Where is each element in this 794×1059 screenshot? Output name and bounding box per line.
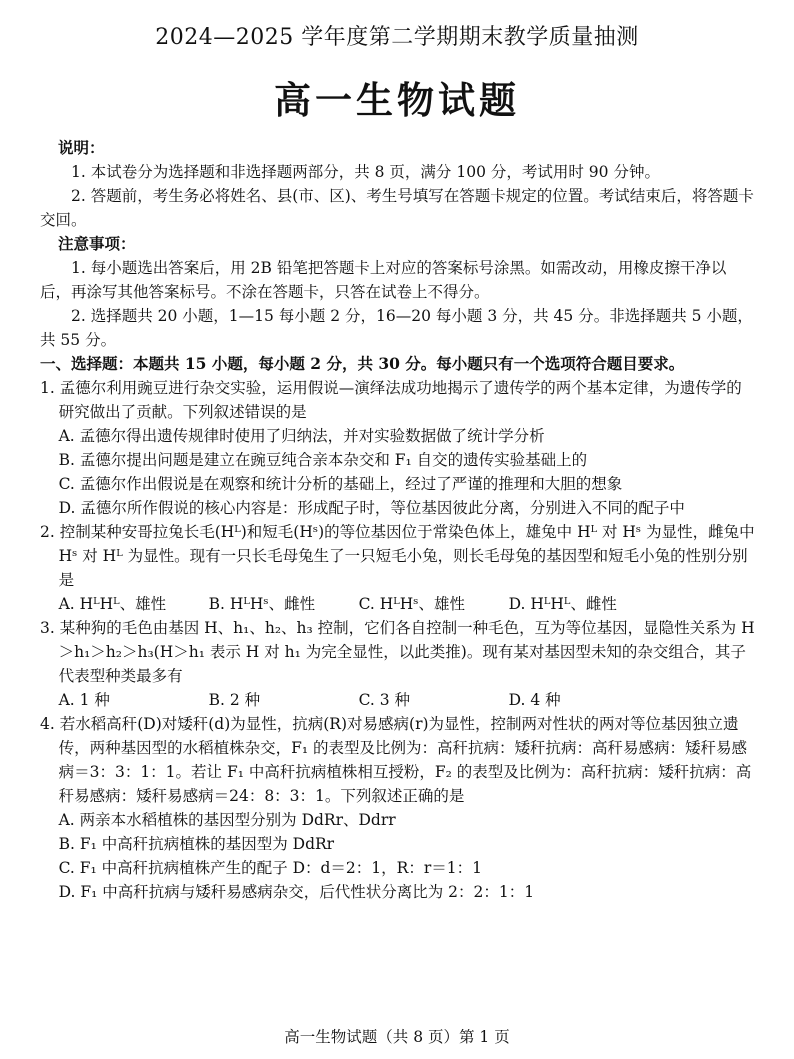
question-2 — [40, 520, 756, 616]
options-row — [40, 688, 756, 712]
question-1 — [40, 376, 756, 520]
option-d: D. 4 种 — [508, 691, 561, 709]
option-a: A. HᴸHᴸ、雄性 — [58, 595, 167, 613]
option-c: C. 3 种 — [358, 691, 411, 709]
instruction-item: 2. 答题前，考生务必将姓名、县(市、区)、考生号填写在答题卡规定的位置。考试结束后，将答题卡交回。 — [40, 187, 754, 229]
option-a: A. 孟德尔得出遗传规律时使用了归纳法，并对实验数据做了统计学分析 — [58, 427, 545, 445]
option-d: D. HᴸHᴸ、雌性 — [508, 595, 617, 613]
instruction-item: 1. 本试卷分为选择题和非选择题两部分，共 8 页，满分 100 分，考试用时 90 分钟。 — [71, 163, 660, 181]
option-d: D. F₁ 中高秆抗病与矮秆易感病杂交，后代性状分离比为 2：2：1：1 — [58, 883, 535, 901]
option-d: D. 孟德尔所作假说的核心内容是：形成配子时，等位基因彼此分离，分别进入不同的配子中 — [58, 499, 685, 517]
question-3 — [40, 616, 756, 712]
question-stem: 3. 某种狗的毛色由基因 H、h₁、h₂、h₃ 控制，它们各自控制一种毛色，互为等位基因，显隐性关系为 H＞h₁＞h₂＞h₃(H＞h₁ 表示 H 对 h₁ 为完全显性，以此类推)。现有某对基因型未知的杂交组合，其子代表型种类最多有 — [40, 619, 755, 685]
question-stem: 1. 孟德尔利用豌豆进行杂交实验，运用假说—演绎法成功地揭示了遗传学的两个基本定律，为遗传学的研究做出了贡献。下列叙述错误的是 — [40, 379, 742, 421]
note-item: 1. 每小题选出答案后，用 2B 铅笔把答题卡上对应的答案标号涂黑。如需改动，用橡皮擦干净以后，再涂写其他答案标号。不涂在答题卡，只答在试卷上不得分。 — [40, 259, 727, 301]
exam-name: 2024—2025 学年度第二学期期末教学质量抽测 — [155, 25, 639, 50]
option-b: B. F₁ 中高秆抗病植株的基因型为 DdRr — [58, 835, 335, 853]
option-c: C. F₁ 中高秆抗病植株产生的配子 D：d＝2：1，R：r＝1：1 — [58, 859, 482, 877]
question-4 — [40, 712, 756, 904]
instructions-label: 说明： — [58, 138, 105, 157]
options-row — [40, 592, 756, 616]
page-title: 高一生物试题 — [274, 78, 520, 122]
option-c: C. HᴸHˢ、雄性 — [358, 595, 465, 613]
option-a: A. 1 种 — [58, 691, 110, 709]
page-footer: 高一生物试题（共 8 页）第 1 页 — [284, 1028, 510, 1046]
notes-label: 注意事项： — [58, 234, 136, 253]
option-b: B. HᴸHˢ、雌性 — [208, 595, 316, 613]
question-stem: 2. 控制某种安哥拉兔长毛(Hᴸ)和短毛(Hˢ)的等位基因位于常染色体上，雄兔中 Hᴸ 对 Hˢ 为显性，雌兔中 Hˢ 对 Hᴸ 为显性。现有一只长毛母兔生了一只短毛小兔，则长毛母兔的基因型和短毛小兔的性别分别是 — [40, 523, 755, 589]
option-b: B. 2 种 — [208, 691, 261, 709]
option-b: B. 孟德尔提出问题是建立在豌豆纯合亲本杂交和 F₁ 自交的遗传实验基础上的 — [58, 451, 588, 469]
section-heading: 一、选择题：本题共 15 小题，每小题 2 分，共 30 分。每小题只有一个选项符合题目要求。 — [40, 354, 685, 373]
question-stem: 4. 若水稻高秆(D)对矮秆(d)为显性，抗病(R)对易感病(r)为显性，控制两对性状的两对等位基因独立遗传，两种基因型的水稻植株杂交，F₁ 的表型及比例为：高秆抗病：矮秆抗病：高秆易感病：矮秆易感病＝3：3：1：1。若让 F₁ 中高秆抗病植株相互授粉，F₂ 的表型及比例为：高秆抗病：矮秆抗病：高秆易感病：矮秆易感病＝24：8：3：1。下列叙述正确的是 — [40, 715, 752, 805]
exam-content — [40, 136, 756, 904]
option-a: A. 两亲本水稻植株的基因型分别为 DdRr、Ddrr — [58, 811, 396, 829]
option-c: C. 孟德尔作出假说是在观察和统计分析的基础上，经过了严谨的推理和大胆的想象 — [58, 475, 623, 493]
note-item: 2. 选择题共 20 小题，1—15 每小题 2 分，16—20 每小题 3 分，共 45 分。非选择题共 5 小题，共 55 分。 — [40, 307, 753, 349]
